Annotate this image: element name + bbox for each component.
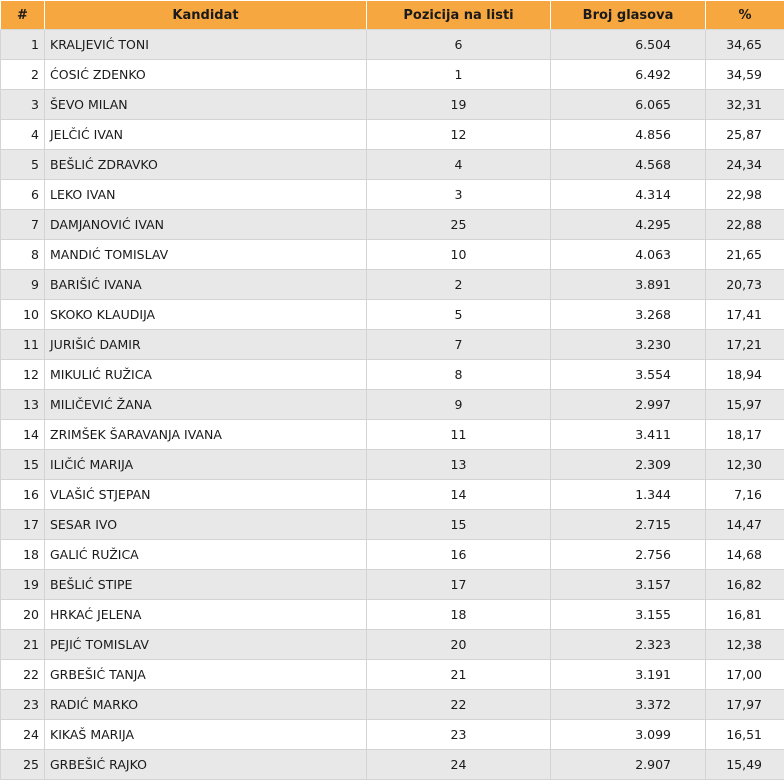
cell-candidate-name: MIKULIĆ RUŽICA bbox=[45, 360, 367, 390]
cell-percent: 25,87 bbox=[706, 120, 784, 150]
cell-number: 12 bbox=[1, 360, 45, 390]
table-body bbox=[1, 30, 784, 780]
header-position[interactable]: Pozicija na listi bbox=[367, 1, 551, 30]
cell-percent: 17,97 bbox=[706, 690, 784, 720]
cell-number: 5 bbox=[1, 150, 45, 180]
cell-number: 22 bbox=[1, 660, 45, 690]
cell-vote-count: 3.372 bbox=[551, 690, 706, 720]
table-row bbox=[1, 750, 784, 780]
cell-candidate-name: BEŠLIĆ STIPE bbox=[45, 570, 367, 600]
cell-vote-count: 6.492 bbox=[551, 60, 706, 90]
cell-candidate-name: GALIĆ RUŽICA bbox=[45, 540, 367, 570]
cell-number: 20 bbox=[1, 600, 45, 630]
cell-list-position: 6 bbox=[367, 30, 551, 60]
cell-number: 15 bbox=[1, 450, 45, 480]
cell-list-position: 22 bbox=[367, 690, 551, 720]
header-candidate[interactable]: Kandidat bbox=[45, 1, 367, 30]
table-row bbox=[1, 120, 784, 150]
table-row bbox=[1, 30, 784, 60]
cell-candidate-name: JURIŠIĆ DAMIR bbox=[45, 330, 367, 360]
table-row bbox=[1, 210, 784, 240]
table-row bbox=[1, 510, 784, 540]
cell-vote-count: 3.191 bbox=[551, 660, 706, 690]
cell-candidate-name: SESAR IVO bbox=[45, 510, 367, 540]
table-row bbox=[1, 240, 784, 270]
cell-vote-count: 3.099 bbox=[551, 720, 706, 750]
cell-vote-count: 3.891 bbox=[551, 270, 706, 300]
header-percent[interactable]: % bbox=[706, 1, 784, 30]
cell-list-position: 4 bbox=[367, 150, 551, 180]
cell-number: 3 bbox=[1, 90, 45, 120]
cell-list-position: 16 bbox=[367, 540, 551, 570]
cell-vote-count: 4.856 bbox=[551, 120, 706, 150]
cell-vote-count: 2.323 bbox=[551, 630, 706, 660]
cell-candidate-name: VLAŠIĆ STJEPAN bbox=[45, 480, 367, 510]
cell-vote-count: 1.344 bbox=[551, 480, 706, 510]
cell-candidate-name: ILIČIĆ MARIJA bbox=[45, 450, 367, 480]
cell-candidate-name: BEŠLIĆ ZDRAVKO bbox=[45, 150, 367, 180]
cell-list-position: 19 bbox=[367, 90, 551, 120]
cell-list-position: 10 bbox=[367, 240, 551, 270]
cell-candidate-name: LEKO IVAN bbox=[45, 180, 367, 210]
cell-vote-count: 2.907 bbox=[551, 750, 706, 780]
cell-candidate-name: RADIĆ MARKO bbox=[45, 690, 367, 720]
cell-list-position: 3 bbox=[367, 180, 551, 210]
cell-number: 1 bbox=[1, 30, 45, 60]
cell-candidate-name: KRALJEVIĆ TONI bbox=[45, 30, 367, 60]
cell-percent: 20,73 bbox=[706, 270, 784, 300]
cell-percent: 7,16 bbox=[706, 480, 784, 510]
cell-number: 13 bbox=[1, 390, 45, 420]
cell-vote-count: 4.314 bbox=[551, 180, 706, 210]
cell-candidate-name: ĆOSIĆ ZDENKO bbox=[45, 60, 367, 90]
cell-percent: 14,47 bbox=[706, 510, 784, 540]
cell-number: 8 bbox=[1, 240, 45, 270]
cell-percent: 34,59 bbox=[706, 60, 784, 90]
table-row bbox=[1, 450, 784, 480]
table-row bbox=[1, 270, 784, 300]
cell-list-position: 25 bbox=[367, 210, 551, 240]
cell-number: 10 bbox=[1, 300, 45, 330]
cell-number: 7 bbox=[1, 210, 45, 240]
cell-list-position: 21 bbox=[367, 660, 551, 690]
table-row bbox=[1, 540, 784, 570]
cell-number: 9 bbox=[1, 270, 45, 300]
table-row bbox=[1, 600, 784, 630]
cell-vote-count: 4.568 bbox=[551, 150, 706, 180]
cell-percent: 21,65 bbox=[706, 240, 784, 270]
table-row bbox=[1, 480, 784, 510]
cell-number: 25 bbox=[1, 750, 45, 780]
cell-percent: 12,38 bbox=[706, 630, 784, 660]
cell-percent: 34,65 bbox=[706, 30, 784, 60]
cell-list-position: 23 bbox=[367, 720, 551, 750]
cell-vote-count: 3.155 bbox=[551, 600, 706, 630]
cell-percent: 22,98 bbox=[706, 180, 784, 210]
cell-list-position: 15 bbox=[367, 510, 551, 540]
cell-candidate-name: JELČIĆ IVAN bbox=[45, 120, 367, 150]
cell-list-position: 11 bbox=[367, 420, 551, 450]
cell-percent: 15,49 bbox=[706, 750, 784, 780]
header-row bbox=[1, 1, 784, 30]
cell-vote-count: 2.309 bbox=[551, 450, 706, 480]
cell-vote-count: 6.065 bbox=[551, 90, 706, 120]
cell-candidate-name: KIKAŠ MARIJA bbox=[45, 720, 367, 750]
cell-number: 16 bbox=[1, 480, 45, 510]
cell-list-position: 24 bbox=[367, 750, 551, 780]
cell-vote-count: 3.157 bbox=[551, 570, 706, 600]
cell-percent: 15,97 bbox=[706, 390, 784, 420]
table-row bbox=[1, 300, 784, 330]
cell-percent: 22,88 bbox=[706, 210, 784, 240]
cell-candidate-name: ZRIMŠEK ŠARAVANJA IVANA bbox=[45, 420, 367, 450]
cell-candidate-name: ŠEVO MILAN bbox=[45, 90, 367, 120]
cell-percent: 16,82 bbox=[706, 570, 784, 600]
cell-list-position: 13 bbox=[367, 450, 551, 480]
header-votes[interactable]: Broj glasova bbox=[551, 1, 706, 30]
cell-number: 21 bbox=[1, 630, 45, 660]
cell-percent: 18,94 bbox=[706, 360, 784, 390]
cell-number: 17 bbox=[1, 510, 45, 540]
cell-vote-count: 2.756 bbox=[551, 540, 706, 570]
cell-list-position: 1 bbox=[367, 60, 551, 90]
table-row bbox=[1, 420, 784, 450]
cell-candidate-name: BARIŠIĆ IVANA bbox=[45, 270, 367, 300]
table-row bbox=[1, 60, 784, 90]
cell-percent: 17,21 bbox=[706, 330, 784, 360]
cell-list-position: 8 bbox=[367, 360, 551, 390]
header-number[interactable]: # bbox=[1, 1, 45, 30]
cell-list-position: 9 bbox=[367, 390, 551, 420]
table-row bbox=[1, 570, 784, 600]
cell-number: 2 bbox=[1, 60, 45, 90]
cell-list-position: 17 bbox=[367, 570, 551, 600]
cell-candidate-name: GRBEŠIĆ TANJA bbox=[45, 660, 367, 690]
table-row bbox=[1, 330, 784, 360]
cell-percent: 18,17 bbox=[706, 420, 784, 450]
cell-percent: 12,30 bbox=[706, 450, 784, 480]
cell-candidate-name: HRKAĆ JELENA bbox=[45, 600, 367, 630]
table-row bbox=[1, 660, 784, 690]
cell-percent: 32,31 bbox=[706, 90, 784, 120]
cell-percent: 24,34 bbox=[706, 150, 784, 180]
cell-number: 14 bbox=[1, 420, 45, 450]
cell-percent: 16,51 bbox=[706, 720, 784, 750]
cell-list-position: 14 bbox=[367, 480, 551, 510]
cell-number: 19 bbox=[1, 570, 45, 600]
cell-list-position: 12 bbox=[367, 120, 551, 150]
table-row bbox=[1, 360, 784, 390]
cell-list-position: 18 bbox=[367, 600, 551, 630]
cell-number: 4 bbox=[1, 120, 45, 150]
cell-vote-count: 3.411 bbox=[551, 420, 706, 450]
cell-list-position: 7 bbox=[367, 330, 551, 360]
cell-candidate-name: MILIČEVIĆ ŽANA bbox=[45, 390, 367, 420]
table-row bbox=[1, 180, 784, 210]
cell-vote-count: 4.295 bbox=[551, 210, 706, 240]
table-row bbox=[1, 390, 784, 420]
cell-vote-count: 6.504 bbox=[551, 30, 706, 60]
cell-number: 6 bbox=[1, 180, 45, 210]
cell-candidate-name: GRBEŠIĆ RAJKO bbox=[45, 750, 367, 780]
cell-number: 24 bbox=[1, 720, 45, 750]
cell-vote-count: 3.230 bbox=[551, 330, 706, 360]
table-header bbox=[1, 1, 784, 30]
table-row bbox=[1, 690, 784, 720]
table-row bbox=[1, 150, 784, 180]
cell-number: 18 bbox=[1, 540, 45, 570]
table-row bbox=[1, 720, 784, 750]
cell-candidate-name: PEJIĆ TOMISLAV bbox=[45, 630, 367, 660]
cell-number: 23 bbox=[1, 690, 45, 720]
cell-list-position: 2 bbox=[367, 270, 551, 300]
cell-percent: 14,68 bbox=[706, 540, 784, 570]
cell-candidate-name: DAMJANOVIĆ IVAN bbox=[45, 210, 367, 240]
cell-candidate-name: SKOKO KLAUDIJA bbox=[45, 300, 367, 330]
table-row bbox=[1, 90, 784, 120]
cell-vote-count: 3.268 bbox=[551, 300, 706, 330]
cell-percent: 17,00 bbox=[706, 660, 784, 690]
cell-list-position: 20 bbox=[367, 630, 551, 660]
cell-vote-count: 2.715 bbox=[551, 510, 706, 540]
cell-vote-count: 3.554 bbox=[551, 360, 706, 390]
cell-vote-count: 2.997 bbox=[551, 390, 706, 420]
cell-percent: 16,81 bbox=[706, 600, 784, 630]
cell-list-position: 5 bbox=[367, 300, 551, 330]
cell-percent: 17,41 bbox=[706, 300, 784, 330]
cell-candidate-name: MANDIĆ TOMISLAV bbox=[45, 240, 367, 270]
table-row bbox=[1, 630, 784, 660]
cell-number: 11 bbox=[1, 330, 45, 360]
cell-vote-count: 4.063 bbox=[551, 240, 706, 270]
